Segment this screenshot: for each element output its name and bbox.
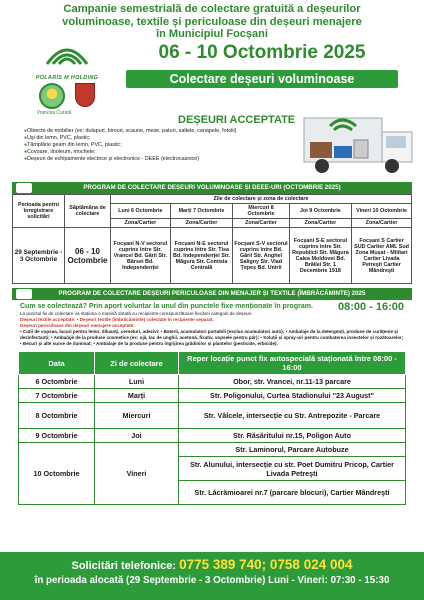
table-row	[19, 443, 406, 457]
table-row	[19, 375, 406, 389]
zone-header: Zona/Cartier	[170, 219, 233, 228]
header	[0, 0, 424, 40]
accepted-title: DEȘEURI ACCEPTATE	[178, 114, 296, 126]
row-date: 7 Octombrie	[19, 389, 95, 403]
week-cell: 06 - 10 Octombrie	[65, 228, 111, 284]
row-location: Str. Răsăritului nr.15, Poligon Auto	[179, 429, 406, 443]
accepted-section	[0, 114, 424, 182]
col-date: Data	[19, 352, 95, 375]
collection-banner: Colectare deșeuri voluminoase	[126, 70, 398, 88]
title-line-3: în Municipiul Focșani	[156, 28, 268, 40]
truck-illustration-icon	[300, 112, 418, 178]
row-date: 6 Octombrie	[19, 375, 95, 389]
logo-block	[22, 42, 112, 116]
hazard-title: PROGRAM DE COLECTARE DEȘEURI PERICULOASE DIN MENAJER ȘI TEXTILE (ÎMBRĂCĂMINTE) 2025	[58, 290, 366, 297]
note-textile: Deșeuri textile acceptate: • Deșeuri textile (îmbrăcăminte) colectate în recipiente separat.	[20, 317, 214, 322]
collection-points-table	[18, 351, 406, 505]
title-line-1: Campanie semestrială de colectare gratuită a deșeurilor	[63, 3, 361, 15]
schedule-table	[12, 194, 412, 284]
accepted-item: ● Tâmplărie geam din lemn, PVC, plastic;	[24, 142, 294, 149]
accepted-item: ● Obiecte de mobilier (ex: dulapuri, birouri, scaune, mese, paturi, saltele, canapele, fotolii)	[24, 128, 294, 135]
vrancea-curata-label: Vrancea Curată	[36, 110, 72, 116]
truck-icon	[16, 183, 32, 193]
how-collected	[20, 301, 404, 313]
zone-cell: Focșani S-V sectorul cuprins între Bd. Gării Str. Anghel Saligny Str. Vlad Țepeș Bd. Unirii	[233, 228, 289, 284]
day-header: Vineri 10 Octombrie	[352, 204, 412, 219]
row-day: Marți	[95, 389, 179, 403]
table-row	[19, 403, 406, 429]
row-date: 9 Octombrie	[19, 429, 95, 443]
footer-line-1	[0, 557, 424, 572]
logo-row	[0, 40, 424, 114]
days-header: Zile de colectare și zona de colectare	[111, 195, 412, 204]
polaris-logo-icon	[42, 42, 92, 70]
zone-cell: Focșani S-E sectorul cuprins între Str. Republicii Str. Măgura Calea Moldovei Bd. Brăilei Str. 1 Decembrie 1918	[289, 228, 351, 284]
row-location: Str. Lăcrămioarei nr.7 (parcare blocuri), Cartier Mândreşti	[179, 481, 406, 505]
day-header: Marți 7 Octombrie	[170, 204, 233, 219]
phone-numbers[interactable]: 0775 389 740; 0758 024 004	[179, 557, 353, 572]
accepted-list	[24, 128, 294, 163]
collection-hours: 08:00 - 16:00	[337, 301, 404, 313]
polaris-name: POLARIS M HOLDING	[35, 75, 99, 81]
day-header: Joi 9 Octombrie	[289, 204, 351, 219]
row-day: Luni	[95, 375, 179, 389]
zone-cell: Focșani N-E sectorul cuprins între Str. Tisa Bd. Independenței Str. Măgura Str. Comisia Centrală	[170, 228, 233, 284]
row-day: Joi	[95, 429, 179, 443]
truck-icon	[16, 289, 32, 299]
row-location: Str. Laminorul, Parcare Autobuze	[179, 443, 406, 457]
col-period: Perioada pentru înregistrare solicitări	[13, 195, 65, 228]
zone-header: Zona/Cartier	[233, 219, 289, 228]
col-day: Zi de colectare	[95, 352, 179, 375]
row-day: Vineri	[95, 443, 179, 505]
zone-cell: Focșani S Cartier SUD Cartier AML Sud Zona Mușat - Militari Cartier Livada Petreşti Cartier Mândreşti	[352, 228, 412, 284]
zone-header: Zona/Cartier	[289, 219, 351, 228]
row-location: Str. Alunului, intersecție cu str. Poet Dumitru Pricop, Cartier Livada Petreşti	[179, 457, 406, 481]
footer-line-2: în perioada alocată (29 Septembrie - 3 Octombrie) Luni - Vineri: 07:30 - 15:30	[34, 575, 390, 586]
campaign-dates: 06 - 10 Octombrie 2025	[158, 42, 366, 63]
note-dangerous-title: Deșeuri periculoase din deșeuri menajere acceptate:	[20, 323, 135, 328]
zone-header: Zona/Cartier	[352, 219, 412, 228]
title-line-2: voluminoase, textile și periculoase din deșeuri menajere	[62, 15, 362, 28]
zone-header: Zona/Cartier	[111, 219, 171, 228]
table-row	[19, 429, 406, 443]
how-collected-text: Cum se colectează? Prin aport voluntar la unul din punctele fixe menționate în program.	[20, 303, 313, 310]
col-week: Săptămâna de colectare	[65, 195, 111, 228]
row-day: Miercuri	[95, 403, 179, 429]
schedule-title-bar	[12, 182, 412, 194]
accepted-item: ● Uși din lemn, PVC, plastic;	[24, 135, 294, 142]
note-vehicle: La punctul fix de colectare va staționa o mașină dotată cu recipiente corespunzătoare fiecărei categorii de deșeuri.	[20, 311, 253, 316]
footer-label: Solicitări telefonice:	[71, 560, 177, 572]
footer	[0, 552, 424, 600]
accepted-item: ● Deșeuri de echipamente electrice și electronice - DEEE (electrocasnice)	[24, 156, 294, 163]
schedule-title: PROGRAM DE COLECTARE DEȘEURI VOLUMINOASE ȘI DEEE-URI (OCTOMBRIE 2025)	[83, 184, 341, 191]
zone-cell: Focșani N-V sectorul cuprins între Str. Vrancei Bd. Gării Str. Bârsei Bd. Independenței	[111, 228, 171, 284]
day-header: Luni 6 Octombrie	[111, 204, 171, 219]
row-location: Obor, str. Vrancei, nr.11-13 parcare	[179, 375, 406, 389]
vrancea-curata-logo-icon	[39, 83, 65, 109]
logo-sub	[22, 83, 112, 109]
focsani-crest-icon	[75, 83, 95, 107]
hazard-title-bar	[12, 288, 412, 300]
col-location: Reper locație punct fix autospecială staționată între 08:00 - 16:00	[179, 352, 406, 375]
hazard-notes	[20, 311, 404, 347]
day-header: Miercuri 8 Octombrie	[233, 204, 289, 219]
period-cell: 29 Septembrie - 3 Octombrie	[13, 228, 65, 284]
row-location: Str. Vâlcele, intersecție cu Str. Antrepozite - Parcare	[179, 403, 406, 429]
row-location: Str. Poligonului, Curtea Stadionului "23 August"	[179, 389, 406, 403]
accepted-item: ● Covoare, linoleum, mochete;	[24, 149, 294, 156]
row-date: 10 Octombrie	[19, 443, 95, 505]
note-dangerous-items: • Cutii de vopsea, lacuri pentru lemn, diluanți, cerneluri, adezivi; • Baterii, acumulatori portabili (exclus acumulatori auto); • Ambalaje de la detergenți, produse de curățenie și dezinfectanți; • Ambalaje de la produse cosmetice (ex: ojă, lac de unghii, acetonă, fixativ, vopsele pentru păr); • Soluții și spray-uri pentru combaterea insectelor și rozătoarelor; • Becuri și alte surse de iluminat; • Ambalaje de la produse pentru îngrijirea grădinilor și plantelor (pesticide, erbicide).	[20, 329, 404, 346]
row-date: 8 Octombrie	[19, 403, 95, 429]
table-row	[19, 389, 406, 403]
